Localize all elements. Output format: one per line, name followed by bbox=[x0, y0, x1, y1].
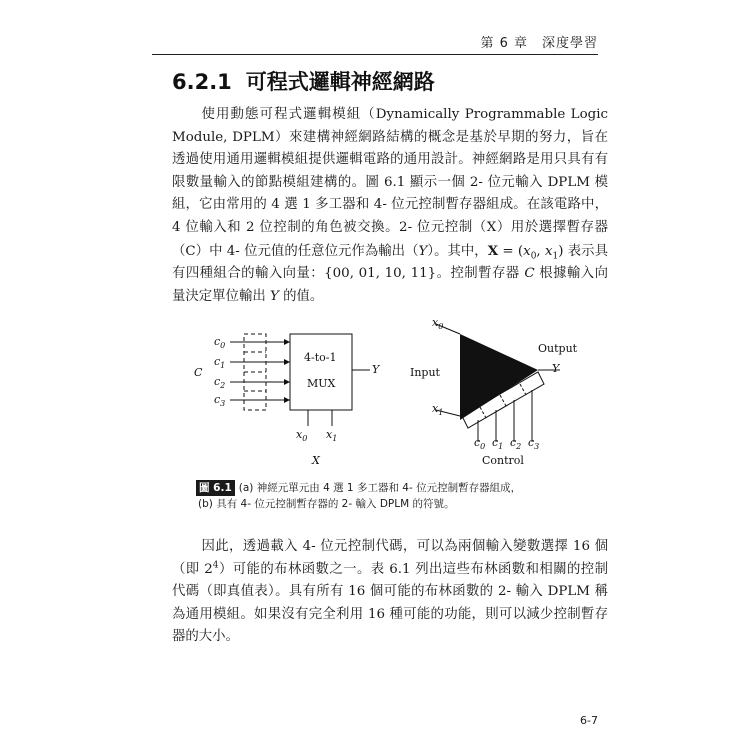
para1-x1-sub: 1 bbox=[552, 251, 559, 262]
select-group-x: X bbox=[312, 454, 320, 467]
para1-x0-sub: 0 bbox=[530, 251, 537, 262]
para1-text-1: 使用動態可程式邏輯模組（Dynamically Programmable Logic Module, DPLM）來建構神經網路結構的概念是基於早期的努力，旨在透過使用通用邏輯模組提供邏輯電路的通用設計。神經網路是用只具有有限數量輸入的節點模組建構的。圖 6.1 顯示一個 2- 位元輸入 DPLM 模組，它由常用的 4 選 1 多工器和 4- 位元控制暫存器組成。在該電路中，4 位輸入和 2 位控制的角色被交換。2- 位元控制（X）用於選擇暫存器（C）中 4- 位元值的任意位元作為輸出（ bbox=[172, 107, 608, 259]
para1-y-2: Y bbox=[270, 288, 279, 304]
mux-diagram bbox=[194, 334, 381, 467]
mux-output-y: Y bbox=[372, 363, 380, 376]
dplm-control-c1: $c_1$ bbox=[492, 436, 504, 451]
para1-x1: x bbox=[544, 243, 553, 259]
section-title-text: 可程式邏輯神經網路 bbox=[245, 70, 435, 94]
section-title bbox=[172, 66, 435, 96]
dplm-output-label: Output bbox=[538, 342, 578, 355]
dplm-output-y: Y bbox=[552, 362, 560, 375]
para1-text-6: 根據輸入向量決定單位輸出 bbox=[172, 266, 608, 304]
dplm-control-c2: $c_2$ bbox=[510, 436, 522, 451]
figure-6-1 bbox=[180, 312, 600, 472]
para2-superscript: 4 bbox=[212, 560, 219, 571]
mux-input-c1: $c_1$ bbox=[214, 355, 226, 370]
figure-diagram bbox=[180, 312, 600, 472]
para1-c: C bbox=[524, 266, 535, 282]
para1-text-2: ）。其中， bbox=[427, 243, 488, 259]
dplm-x0: $x_0$ bbox=[432, 316, 444, 331]
para1-text-5: ) 表示具有四種組合的輸入向量：{00, 01, 10, 11}。控制暫存器 bbox=[172, 243, 608, 282]
paragraph-1 bbox=[172, 104, 608, 308]
caption-line-2: (b) 具有 4- 位元控制暫存器的 2- 輸入 DPLM 的符號。 bbox=[198, 498, 455, 510]
para1-x-vector: X bbox=[487, 242, 499, 259]
section-number: 6.2.1 bbox=[172, 70, 232, 94]
dplm-symbol bbox=[410, 316, 578, 467]
caption-line-1: (a) 神經元單元由 4 選 1 多工器和 4- 位元控制暫存器組成， bbox=[238, 482, 522, 494]
paragraph-2 bbox=[172, 536, 608, 649]
mux-input-c3: $c_3$ bbox=[214, 393, 226, 408]
chapter-header: 第 6 章 深度學習 bbox=[480, 36, 598, 51]
para1-y: Y bbox=[418, 243, 428, 259]
figure-tag: 圖 6.1 bbox=[196, 480, 235, 496]
para2-text-2: ）可能的布林函數之一。表 6.1 列出這些布林函數和相關的控制代碼（即真值表）。具有所有 16 個可能的布林函數的 2- 輸入 DPLM 稱為通用模組。如果沒有完全利用 16 種可能的功能，則可以減少控制暫存器的大小。 bbox=[172, 561, 608, 645]
figure-caption bbox=[196, 480, 596, 512]
para2-text-1: 因此，透過載入 4- 位元控制代碼，可以為兩個輸入變數選擇 16 個（即 2 bbox=[172, 539, 608, 577]
mux-input-c2: $c_2$ bbox=[214, 375, 226, 390]
mux-select-x0: $x_0$ bbox=[296, 428, 308, 443]
mux-input-c0: $c_0$ bbox=[214, 335, 226, 350]
dplm-x1: $x_1$ bbox=[432, 402, 444, 417]
mux-select-x1: $x_1$ bbox=[326, 428, 338, 443]
para1-text-7: 的值。 bbox=[278, 288, 324, 304]
mux-label-line1: 4-to-1 bbox=[304, 351, 337, 364]
header-rule bbox=[152, 54, 598, 55]
para1-text-4: , bbox=[536, 243, 545, 259]
para1-x0: x bbox=[523, 243, 531, 259]
para1-text-3: = ( bbox=[498, 243, 524, 259]
mux-label-line2: MUX bbox=[307, 377, 336, 390]
dplm-input-label: Input bbox=[410, 366, 440, 379]
register-label-c: C bbox=[194, 366, 203, 379]
mux-box bbox=[290, 334, 352, 410]
page-number: 6-7 bbox=[580, 714, 598, 727]
dplm-control-label: Control bbox=[482, 454, 524, 467]
dplm-triangle bbox=[460, 334, 538, 420]
dplm-control-c3: $c_3$ bbox=[528, 436, 540, 451]
dplm-control-c0: $c_0$ bbox=[474, 436, 486, 451]
